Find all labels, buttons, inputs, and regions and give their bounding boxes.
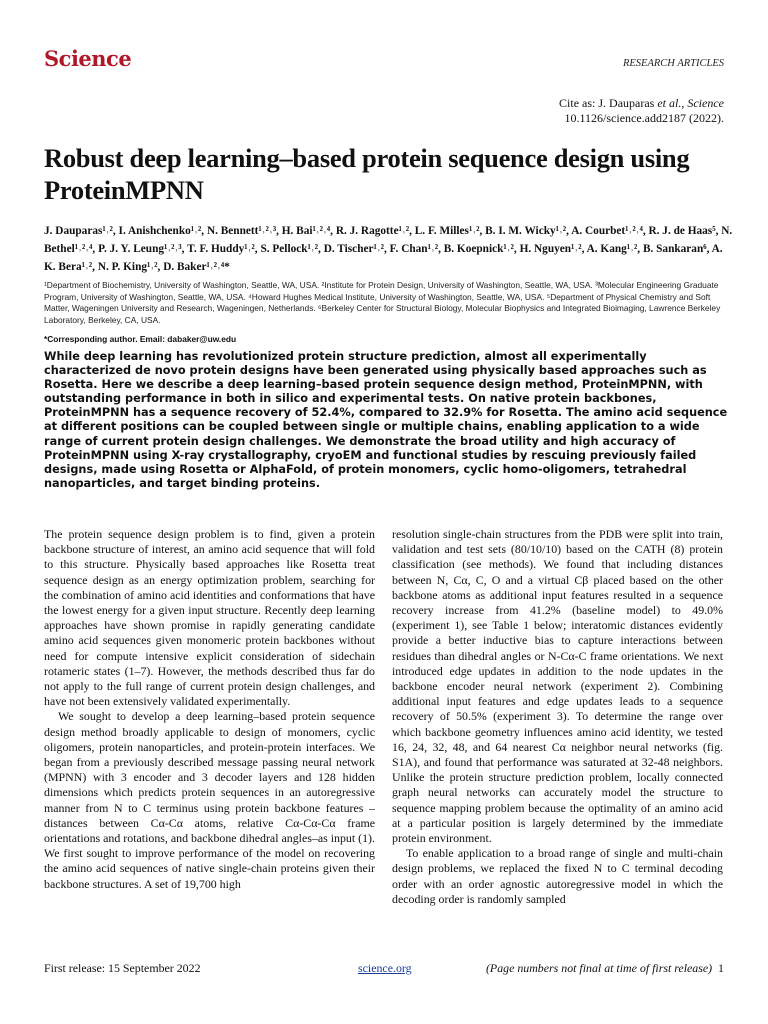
cite-prefix: Cite as: J. Dauparas: [559, 96, 658, 110]
journal-logo: Science: [44, 46, 132, 71]
page-note: [486, 961, 724, 976]
citation-block: [559, 96, 724, 126]
body-paragraph: The protein sequence design problem is to find, given a protein backbone structure of interest, an amino acid sequence that will fold to this structure. Physically based approaches like Rosetta treat sequence design as an energy optimization problem, searching for the combination of amino acid identities and conformations that have the lowest energy for a given input structure. Recently deep learning approaches have shown promise in rapidly generating candidate amino acid sequences given monomeric protein backbones without need for compute intensive explicit consideration of sidechain rotameric states (1–7). However, the methods described thus far do not apply to the full range of current protein design challenges, and have not been extensively validated experimentally.: [44, 527, 375, 709]
article-title: Robust deep learning–based protein sequence design using ProteinMPNN: [44, 143, 690, 205]
author-list: J. Dauparas¹˒², I. Anishchenko¹˒², N. Bennett¹˒²˒³, H. Bai¹˒²˒⁴, R. J. Ragotte¹˒², L. F. Milles¹˒², B. I. M. Wicky¹˒², A. Courbet¹˒²˒⁴, R. J. de Haas⁵, N. Bethel¹˒²˒⁴, P. J. Y. Leung¹˒²˒³, T. F. Huddy¹˒², S. Pellock¹˒², D. Tischer¹˒², F. Chan¹˒², B. Koepnick¹˒², H. Nguyen¹˒², A. Kang¹˒², B. Sankaran⁶, A. K. Bera¹˒², N. P. King¹˒², D. Baker¹˒²˒⁴*: [44, 225, 733, 273]
cite-comma: ,: [681, 96, 688, 110]
page-note-text: (Page numbers not final at time of first release): [485, 961, 713, 975]
site-link[interactable]: science.org: [358, 961, 412, 975]
corresponding-author: *Corresponding author. Email: dabaker@uw.edu: [44, 334, 237, 344]
page-number: 1: [718, 961, 724, 975]
release-date: First release: 15 September 2022: [44, 961, 201, 975]
cite-doi: 10.1126/science.add2187 (2022).: [564, 111, 724, 125]
body-paragraph: We sought to develop a deep learning–based protein sequence design method broadly applicable to design of monomers, cyclic oligomers, protein nanoparticles, and protein-protein interfaces. We began from a previously described message passing neural network (MPNN) with 3 encoder and 3 decoder layers and 128 hidden dimensions which predicts protein sequences in an autoregressive manner from N to C terminus using protein backbone features – distances between Cα-Cα atoms, relative Cα-Cα-Cα frame orientations and rotations, and backbone dihedral angles–as input (1). We first sought to improve performance of the model on recovering the amino acid sequences of native single-chain proteins given their backbone structures. A set of 19,700 high: [44, 709, 375, 891]
body-paragraph: resolution single-chain structures from the PDB were split into train, validation and test sets (80/10/10) based on the CATH (8) protein classification (see methods). We found that including distances between N, Cα, C, O and a virtual Cβ placed based on the other backbone atoms as additional input features resulted in a sequence recovery increase from 41.2% (baseline model) to 49.0% (experiment 1), see Table 1 below; interatomic distances evidently provide a better inductive bias to capture interactions between residues than dihedral angles or N-Cα-C frame orientations. We next introduced edge updates in addition to the node updates in the backbone encoder neural network (experiment 2). Combining additional input features and edge updates leads to a sequence recovery of 50.5% (experiment 3). To determine the range over which backbone geometry influences amino acid identity, we tested 16, 24, 32, 48, and 64 nearest Cα neighbor neural networks (fig. S1A), and found that performance was saturated at 32-48 neighbors. Unlike the protein structure prediction problem, locally connected graph neural networks can accurately model the structure to sequence mapping problem because the optimality of an amino acid at a particular position is largely determined by the immediate protein environment.: [392, 527, 723, 846]
page-footer: [44, 961, 724, 977]
affiliations: ¹Department of Biochemistry, University of Washington, Seattle, WA, USA. ²Institute for Protein Design, University of Washington, Seattle, WA, USA. ³Molecular Engineering Graduate Program, University of Washington, Seattle, WA, USA. ⁴Howard Hughes Medical Institute, University of Washington, Seattle, WA, USA. ⁵Department of Physical Chemistry and Soft Matter, Wageningen University and Research, Wageningen, Netherlands. ⁶Berkeley Center for Structural Biology, Molecular Biophysics and Integrated Bioimaging, Lawrence Berkeley Laboratory, Berkeley, CA, USA.: [44, 280, 721, 325]
abstract: While deep learning has revolutionized protein structure prediction, almost all experimentally characterized de novo protein designs have been generated using physically based approaches such as Rosetta. Here we describe a deep learning–based protein sequence design method, ProteinMPNN, with outstanding performance in both in silico and experimental tests. On native protein backbones, ProteinMPNN has a sequence recovery of 52.4%, compared to 32.9% for Rosetta. The amino acid sequence at different positions can be coupled between single or multiple chains, enabling application to a wide range of current protein design challenges. We demonstrate the broad utility and high accuracy of ProteinMPNN using X-ray crystallography, cryoEM and functional studies by rescuing previously failed designs, made using Rosetta or AlphaFold, of protein monomers, cyclic homo-oligomers, tetrahedral nanoparticles, and target binding proteins.: [44, 350, 728, 490]
body-column-left: [44, 527, 375, 892]
cite-journal: Science: [687, 96, 724, 110]
section-label: RESEARCH ARTICLES: [622, 58, 724, 69]
cite-etal: et al.: [657, 96, 682, 110]
body-paragraph: To enable application to a broad range of single and multi-chain design problems, we replaced the fixed N to C terminal decoding order with an order agnostic autoregressive model in which the decoding order is randomly sampled: [392, 846, 723, 906]
body-column-right: [392, 527, 723, 907]
